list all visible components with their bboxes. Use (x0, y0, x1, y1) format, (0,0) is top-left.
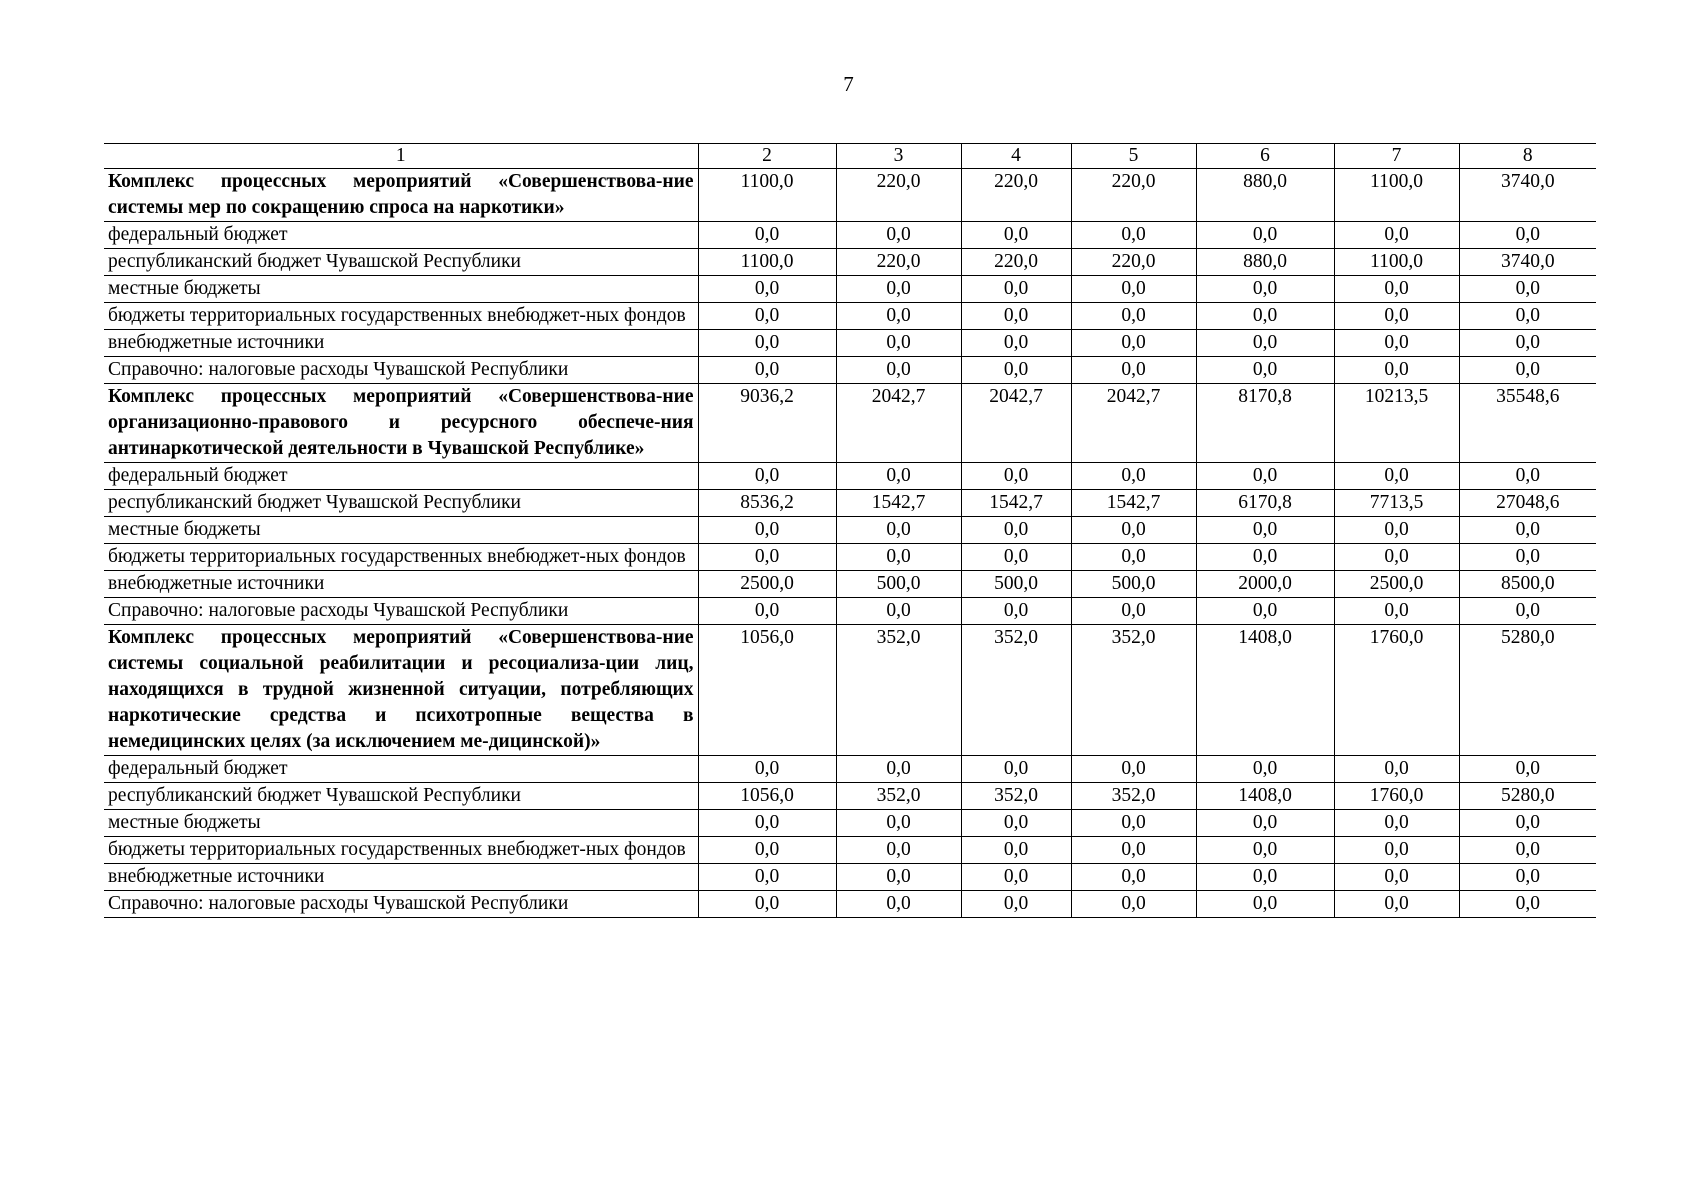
row-label: Справочно: налоговые расходы Чувашской Республики (104, 598, 698, 625)
row-value-col4: 0,0 (961, 810, 1071, 837)
row-value-col5: 352,0 (1071, 625, 1196, 756)
row-value-col4: 352,0 (961, 783, 1071, 810)
row-label: внебюджетные источники (104, 330, 698, 357)
row-value-col7: 0,0 (1334, 222, 1459, 249)
row-value-col5: 0,0 (1071, 303, 1196, 330)
row-value-col2: 0,0 (698, 276, 836, 303)
table-row (104, 384, 1596, 463)
row-value-col4: 0,0 (961, 517, 1071, 544)
row-value-col3: 0,0 (836, 756, 961, 783)
row-label: Справочно: налоговые расходы Чувашской Республики (104, 891, 698, 918)
row-value-col5: 2042,7 (1071, 384, 1196, 463)
row-value-col3: 220,0 (836, 249, 961, 276)
row-label: бюджеты территориальных государственных внебюджет-ных фондов (104, 544, 698, 571)
column-header: 4 (961, 144, 1071, 169)
row-value-col2: 0,0 (698, 222, 836, 249)
row-value-col3: 0,0 (836, 276, 961, 303)
row-value-col4: 220,0 (961, 169, 1071, 222)
table-row (104, 249, 1596, 276)
row-value-col4: 0,0 (961, 837, 1071, 864)
row-value-col5: 0,0 (1071, 357, 1196, 384)
row-label: бюджеты территориальных государственных внебюджет-ных фондов (104, 837, 698, 864)
row-value-col4: 0,0 (961, 276, 1071, 303)
row-value-col6: 0,0 (1196, 864, 1334, 891)
row-value-col7: 0,0 (1334, 891, 1459, 918)
row-value-col3: 0,0 (836, 598, 961, 625)
row-value-col7: 0,0 (1334, 598, 1459, 625)
row-value-col2: 0,0 (698, 330, 836, 357)
row-value-col2: 0,0 (698, 598, 836, 625)
row-value-col6: 0,0 (1196, 463, 1334, 490)
table-row (104, 625, 1596, 756)
row-label: республиканский бюджет Чувашской Республики (104, 490, 698, 517)
row-value-col6: 0,0 (1196, 222, 1334, 249)
row-value-col7: 0,0 (1334, 756, 1459, 783)
row-value-col8: 0,0 (1459, 891, 1596, 918)
row-value-col8: 0,0 (1459, 222, 1596, 249)
column-header: 1 (104, 144, 698, 169)
row-value-col8: 0,0 (1459, 303, 1596, 330)
row-value-col2: 0,0 (698, 463, 836, 490)
row-value-col2: 0,0 (698, 810, 836, 837)
table-row (104, 891, 1596, 918)
row-value-col6: 0,0 (1196, 544, 1334, 571)
row-value-col8: 35548,6 (1459, 384, 1596, 463)
budget-table (104, 143, 1596, 918)
row-value-col5: 500,0 (1071, 571, 1196, 598)
row-value-col2: 0,0 (698, 891, 836, 918)
row-value-col2: 1056,0 (698, 625, 836, 756)
row-value-col2: 9036,2 (698, 384, 836, 463)
row-value-col7: 1100,0 (1334, 249, 1459, 276)
row-value-col2: 2500,0 (698, 571, 836, 598)
row-value-col8: 0,0 (1459, 330, 1596, 357)
row-label: местные бюджеты (104, 810, 698, 837)
row-label: республиканский бюджет Чувашской Республики (104, 783, 698, 810)
row-value-col2: 0,0 (698, 544, 836, 571)
row-value-col6: 0,0 (1196, 810, 1334, 837)
row-value-col8: 0,0 (1459, 544, 1596, 571)
row-value-col4: 0,0 (961, 756, 1071, 783)
row-value-col5: 0,0 (1071, 837, 1196, 864)
row-label: федеральный бюджет (104, 756, 698, 783)
row-value-col5: 0,0 (1071, 544, 1196, 571)
row-value-col2: 0,0 (698, 756, 836, 783)
row-value-col6: 0,0 (1196, 891, 1334, 918)
row-value-col8: 0,0 (1459, 864, 1596, 891)
row-label: внебюджетные источники (104, 571, 698, 598)
row-label: местные бюджеты (104, 517, 698, 544)
row-value-col8: 3740,0 (1459, 249, 1596, 276)
row-value-col5: 0,0 (1071, 463, 1196, 490)
row-value-col3: 0,0 (836, 357, 961, 384)
row-value-col7: 7713,5 (1334, 490, 1459, 517)
row-label: федеральный бюджет (104, 463, 698, 490)
row-value-col2: 0,0 (698, 357, 836, 384)
table-row (104, 571, 1596, 598)
row-value-col8: 5280,0 (1459, 783, 1596, 810)
row-value-col4: 0,0 (961, 864, 1071, 891)
row-label: Комплекс процессных мероприятий «Совершенствова-ние системы социальной реабилитации и ресоциализа-ции лиц, находящихся в трудной жизненной ситуации, потребляющих наркотические средства и психотропные вещества в немедицинских целях (за исключением ме-дицинской)» (104, 625, 698, 756)
table-body (104, 169, 1596, 918)
row-value-col7: 1760,0 (1334, 783, 1459, 810)
row-value-col3: 0,0 (836, 222, 961, 249)
row-label: республиканский бюджет Чувашской Республики (104, 249, 698, 276)
row-value-col8: 8500,0 (1459, 571, 1596, 598)
row-value-col7: 1100,0 (1334, 169, 1459, 222)
row-value-col7: 0,0 (1334, 463, 1459, 490)
row-value-col4: 0,0 (961, 891, 1071, 918)
row-value-col3: 220,0 (836, 169, 961, 222)
row-value-col6: 6170,8 (1196, 490, 1334, 517)
row-value-col7: 0,0 (1334, 517, 1459, 544)
row-value-col7: 0,0 (1334, 357, 1459, 384)
row-value-col7: 1760,0 (1334, 625, 1459, 756)
table-row (104, 357, 1596, 384)
table-row (104, 783, 1596, 810)
row-value-col3: 0,0 (836, 544, 961, 571)
row-value-col3: 352,0 (836, 625, 961, 756)
column-header: 6 (1196, 144, 1334, 169)
row-value-col2: 1100,0 (698, 169, 836, 222)
table-row (104, 598, 1596, 625)
row-value-col6: 0,0 (1196, 276, 1334, 303)
table-row (104, 756, 1596, 783)
table-row (104, 222, 1596, 249)
row-value-col2: 8536,2 (698, 490, 836, 517)
row-value-col3: 500,0 (836, 571, 961, 598)
row-value-col3: 0,0 (836, 463, 961, 490)
row-value-col7: 0,0 (1334, 303, 1459, 330)
row-value-col5: 0,0 (1071, 810, 1196, 837)
row-value-col6: 0,0 (1196, 303, 1334, 330)
table-row (104, 864, 1596, 891)
table-row (104, 490, 1596, 517)
row-value-col4: 352,0 (961, 625, 1071, 756)
row-value-col8: 3740,0 (1459, 169, 1596, 222)
row-value-col3: 0,0 (836, 810, 961, 837)
row-value-col8: 0,0 (1459, 357, 1596, 384)
row-value-col5: 0,0 (1071, 598, 1196, 625)
row-value-col5: 0,0 (1071, 330, 1196, 357)
table-header-row (104, 144, 1596, 169)
row-value-col6: 1408,0 (1196, 783, 1334, 810)
row-value-col5: 220,0 (1071, 249, 1196, 276)
column-header: 5 (1071, 144, 1196, 169)
row-value-col7: 0,0 (1334, 837, 1459, 864)
row-value-col6: 0,0 (1196, 330, 1334, 357)
row-value-col8: 0,0 (1459, 276, 1596, 303)
row-value-col7: 0,0 (1334, 330, 1459, 357)
table-row (104, 330, 1596, 357)
row-value-col4: 0,0 (961, 303, 1071, 330)
table-row (104, 463, 1596, 490)
row-value-col5: 352,0 (1071, 783, 1196, 810)
row-label: федеральный бюджет (104, 222, 698, 249)
row-label: внебюджетные источники (104, 864, 698, 891)
row-value-col5: 0,0 (1071, 864, 1196, 891)
row-value-col4: 0,0 (961, 357, 1071, 384)
column-header: 8 (1459, 144, 1596, 169)
column-header: 7 (1334, 144, 1459, 169)
row-value-col2: 0,0 (698, 837, 836, 864)
row-value-col3: 0,0 (836, 837, 961, 864)
row-value-col4: 0,0 (961, 463, 1071, 490)
row-value-col4: 0,0 (961, 598, 1071, 625)
row-value-col4: 0,0 (961, 544, 1071, 571)
row-value-col3: 0,0 (836, 891, 961, 918)
row-value-col8: 0,0 (1459, 517, 1596, 544)
row-value-col5: 220,0 (1071, 169, 1196, 222)
row-value-col5: 0,0 (1071, 891, 1196, 918)
row-value-col5: 0,0 (1071, 517, 1196, 544)
table-row (104, 303, 1596, 330)
row-value-col6: 8170,8 (1196, 384, 1334, 463)
row-value-col6: 880,0 (1196, 249, 1334, 276)
row-value-col4: 220,0 (961, 249, 1071, 276)
page-number: 7 (843, 72, 854, 96)
row-value-col7: 2500,0 (1334, 571, 1459, 598)
row-value-col7: 10213,5 (1334, 384, 1459, 463)
row-value-col8: 27048,6 (1459, 490, 1596, 517)
row-label: местные бюджеты (104, 276, 698, 303)
row-label: Справочно: налоговые расходы Чувашской Республики (104, 357, 698, 384)
row-value-col6: 0,0 (1196, 837, 1334, 864)
row-value-col5: 0,0 (1071, 276, 1196, 303)
row-value-col6: 880,0 (1196, 169, 1334, 222)
row-value-col2: 0,0 (698, 517, 836, 544)
row-value-col8: 0,0 (1459, 598, 1596, 625)
row-value-col4: 2042,7 (961, 384, 1071, 463)
row-value-col6: 0,0 (1196, 357, 1334, 384)
table-row (104, 544, 1596, 571)
row-value-col3: 352,0 (836, 783, 961, 810)
column-header: 3 (836, 144, 961, 169)
row-value-col2: 0,0 (698, 864, 836, 891)
row-value-col6: 0,0 (1196, 598, 1334, 625)
row-value-col3: 2042,7 (836, 384, 961, 463)
row-value-col6: 1408,0 (1196, 625, 1334, 756)
row-value-col4: 500,0 (961, 571, 1071, 598)
row-value-col8: 0,0 (1459, 810, 1596, 837)
row-value-col8: 0,0 (1459, 837, 1596, 864)
column-header: 2 (698, 144, 836, 169)
row-value-col5: 0,0 (1071, 222, 1196, 249)
table-row (104, 517, 1596, 544)
row-value-col7: 0,0 (1334, 276, 1459, 303)
row-value-col8: 0,0 (1459, 756, 1596, 783)
row-value-col5: 0,0 (1071, 756, 1196, 783)
row-label: бюджеты территориальных государственных внебюджет-ных фондов (104, 303, 698, 330)
row-value-col3: 0,0 (836, 517, 961, 544)
row-value-col6: 0,0 (1196, 517, 1334, 544)
row-value-col2: 1100,0 (698, 249, 836, 276)
row-value-col7: 0,0 (1334, 864, 1459, 891)
row-value-col3: 1542,7 (836, 490, 961, 517)
table-row (104, 169, 1596, 222)
row-value-col2: 1056,0 (698, 783, 836, 810)
row-label: Комплекс процессных мероприятий «Совершенствова-ние системы мер по сокращению спроса на наркотики» (104, 169, 698, 222)
row-value-col6: 2000,0 (1196, 571, 1334, 598)
row-value-col7: 0,0 (1334, 810, 1459, 837)
row-value-col6: 0,0 (1196, 756, 1334, 783)
row-value-col8: 0,0 (1459, 463, 1596, 490)
row-value-col4: 1542,7 (961, 490, 1071, 517)
row-value-col5: 1542,7 (1071, 490, 1196, 517)
row-value-col8: 5280,0 (1459, 625, 1596, 756)
table-row (104, 810, 1596, 837)
row-label: Комплекс процессных мероприятий «Совершенствова-ние организационно-правового и ресурсного обеспече-ния антинаркотической деятельности в Чувашской Республике» (104, 384, 698, 463)
row-value-col3: 0,0 (836, 330, 961, 357)
row-value-col3: 0,0 (836, 864, 961, 891)
table-row (104, 276, 1596, 303)
row-value-col7: 0,0 (1334, 544, 1459, 571)
row-value-col2: 0,0 (698, 303, 836, 330)
row-value-col4: 0,0 (961, 222, 1071, 249)
row-value-col4: 0,0 (961, 330, 1071, 357)
row-value-col3: 0,0 (836, 303, 961, 330)
table-row (104, 837, 1596, 864)
